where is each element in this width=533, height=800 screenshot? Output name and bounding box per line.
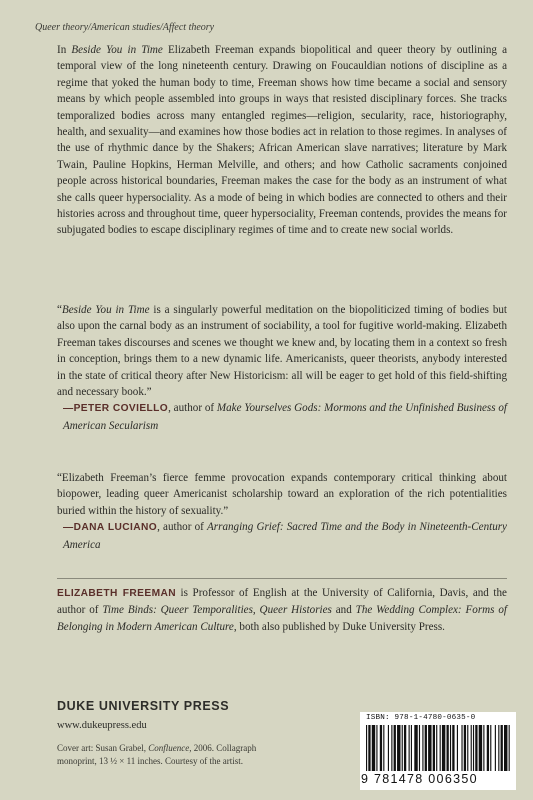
bio-text: and: [331, 604, 356, 617]
barcode-bar: [402, 725, 403, 771]
barcode-bar: [391, 725, 392, 771]
barcode-bar: [409, 725, 410, 771]
cover-art-credit: [57, 742, 287, 768]
bio-author-name: ELIZABETH FREEMAN: [57, 588, 176, 599]
description-body: Elizabeth Freeman expands biopolitical and queer theory by outlining a temporal view of the long nineteenth century. Drawing on Foucauldian notions of discipline as a regime that yoked the human body to time, Freeman shows how time became a social and sensory means by which people assembled into groups in ways that resisted disciplinary forces. She tracks temporalized bodies across many entangled regimes—religion, secularity, race, historiography, health, and sexuality—and examines how those bodies act in relation to those regimes. In analyses of the use of rhythmic dance by the Shakers; African American slave narratives; literature by Mark Twain, Pauline Hopkins, Herman Melville, and others; and how Catholic sacraments conjoined people across historical boundaries, Freeman makes the case for the body as an instrument of what she calls queer hypersociality. As a mode of being in which bodies are connected to others and their histories across and throughout time, queer hypersociality, Freeman contends, provides the means for subjugated bodies to escape disciplinary regimes of time and to create new social worlds.: [57, 44, 507, 237]
barcode-bar: [509, 725, 510, 771]
category-label: Queer theory/American studies/Affect theory: [35, 22, 215, 33]
barcode-bar: [498, 725, 499, 771]
barcode-bar: [394, 725, 396, 771]
barcode-bar: [419, 725, 420, 771]
blurb-author: —DANA LUCIANO: [63, 522, 158, 534]
blurb-author-book: Arranging Grief: Sacred Time and the Body in Nineteenth-Century America: [63, 521, 507, 551]
barcode-bar: [428, 725, 431, 771]
blurb-body: is a singularly powerful meditation on the biopoliticized timing of bodies but also upon the carnal body as an instrument of sociability, a tool for fugitive world-making. Elizabeth Freeman takes discourses and scenes we thought we knew and, by locating them in a context so fresh in conception, brings them to a new dynamic life. Americanists, queer theorists, anybody interested in the state of critical theory after New Historicism: all will be eager to get hold of this field-shifting and necessary book.”: [57, 304, 507, 399]
barcode: [360, 712, 516, 790]
barcode-bar: [436, 725, 437, 771]
bio-book-title: Time Binds: Queer Temporalities, Queer Histories: [102, 604, 332, 617]
blurb-text: [57, 470, 507, 519]
blurb-coviello: [57, 302, 507, 434]
barcode-bar: [452, 725, 454, 771]
bio-text: , both also published by Duke University Press.: [233, 620, 445, 633]
barcode-bar: [440, 725, 441, 771]
credit-work-title: Confluence: [148, 743, 190, 753]
blurb-author-of: , author of: [168, 402, 217, 415]
barcode-bar: [380, 725, 382, 771]
blurb-text: [57, 302, 507, 400]
barcode-bars: [366, 725, 510, 773]
barcode-bar: [383, 725, 384, 771]
bio-text: is Professor of English at the University of California, Davis, and the author of: [57, 587, 507, 617]
barcode-bar: [479, 725, 482, 771]
barcode-bar: [450, 725, 451, 771]
blurb-attribution: [63, 519, 507, 553]
blurb-author: —PETER COVIELLO: [63, 403, 169, 415]
barcode-bar: [471, 725, 472, 771]
divider: [57, 578, 507, 579]
barcode-bar: [457, 725, 458, 771]
barcode-bar: [366, 725, 367, 771]
book-description: [57, 42, 507, 239]
barcode-bar: [447, 725, 449, 771]
credit-text: , 2006. Collagraph monoprint, 13 ½ × 11 inches. Courtesy of the artist.: [57, 743, 257, 766]
barcode-bar: [372, 725, 375, 771]
blurb-luciano: [57, 470, 507, 553]
barcode-bar: [473, 725, 474, 771]
bio-book-title: The Wedding Complex: Forms of Belonging in Modern American Culture: [57, 604, 507, 633]
barcode-bar: [464, 725, 466, 771]
credit-text: Cover art: Susan Grabel,: [57, 743, 149, 753]
blurb-author-book: Make Yourselves Gods: Mormons and the Unfinished Business of American Secularism: [63, 402, 507, 432]
blurb-attribution: [63, 400, 507, 434]
description-lead: In: [57, 44, 72, 56]
barcode-bar: [376, 725, 377, 771]
barcode-bar: [414, 725, 417, 771]
barcode-bar: [425, 725, 427, 771]
publisher-url[interactable]: www.dukeupress.edu: [57, 720, 147, 731]
barcode-bar: [368, 725, 370, 771]
description-book-title: Beside You in Time: [71, 44, 163, 56]
author-bio: [57, 585, 507, 635]
barcode-bar: [475, 725, 477, 771]
ean-digits: 9 781478 006350: [361, 772, 478, 786]
barcode-bar: [397, 725, 400, 771]
barcode-bar: [495, 725, 496, 771]
barcode-bar: [388, 725, 389, 771]
barcode-bar: [483, 725, 484, 771]
publisher-name: DUKE UNIVERSITY PRESS: [57, 699, 230, 713]
barcode-bar: [490, 725, 491, 771]
barcode-bar: [501, 725, 503, 771]
isbn-label: ISBN: 978-1-4780-0635-0: [366, 714, 476, 722]
barcode-bar: [433, 725, 435, 771]
blurb-book-title: Beside You in Time: [61, 304, 150, 316]
blurb-open-quote: “: [57, 304, 62, 316]
barcode-bar: [422, 725, 423, 771]
barcode-bar: [411, 725, 412, 771]
barcode-bar: [461, 725, 462, 771]
barcode-bar: [404, 725, 406, 771]
blurb-author-of: , author of: [157, 521, 208, 534]
barcode-bar: [467, 725, 468, 771]
barcode-bar: [504, 725, 507, 771]
barcode-bar: [442, 725, 445, 771]
blurb-body: “Elizabeth Freeman’s fierce femme provocation expands contemporary critical thinking about biopower, leading queer Americanist scholarship toward an exploration of the rich potentialities buried within the history of sexuality.”: [57, 472, 507, 517]
barcode-bar: [487, 725, 489, 771]
